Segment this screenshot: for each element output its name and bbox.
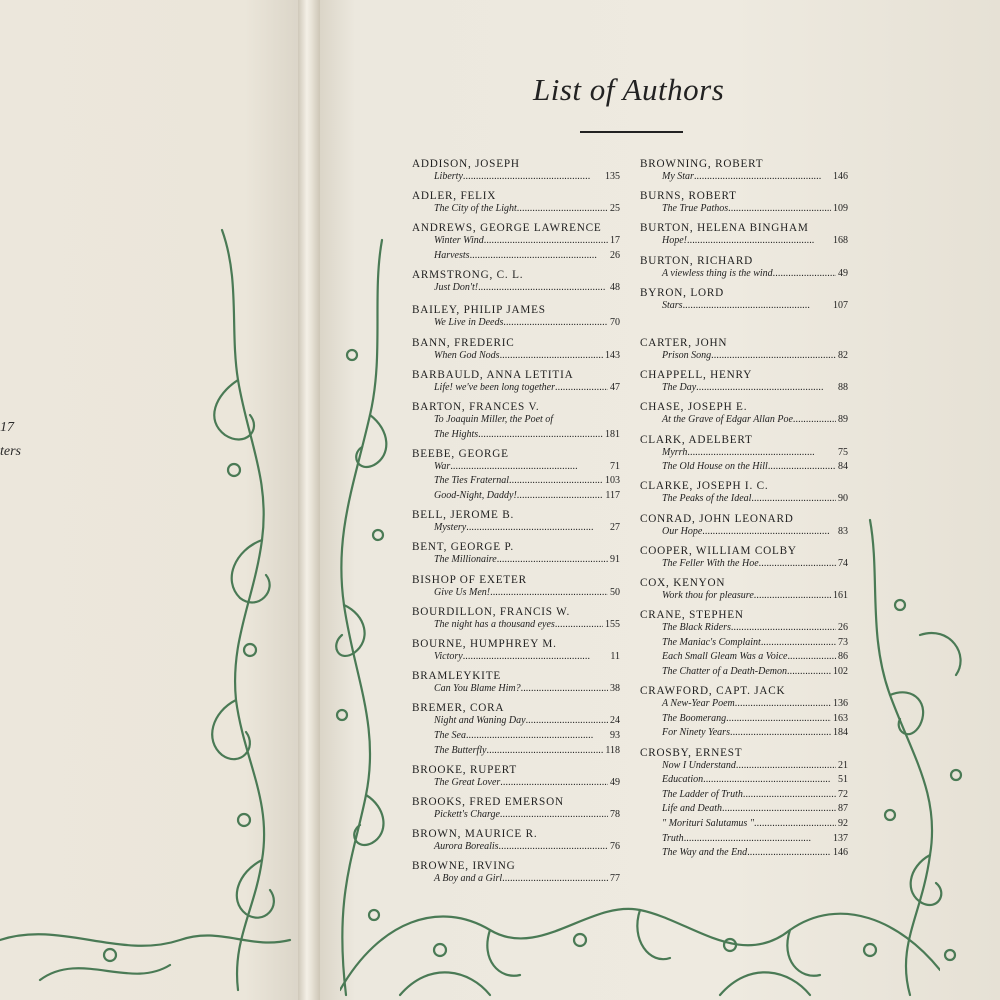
dot-leader (728, 203, 831, 214)
dot-leader (768, 461, 836, 472)
work-title: Night and Waning Day (434, 715, 526, 727)
dot-leader (478, 282, 608, 293)
work-entry (434, 414, 620, 425)
work-title: Life and Death (662, 803, 722, 815)
work-title: " Morituri Salutamus " (662, 818, 755, 829)
author-name: BELL, JEROME B. (412, 509, 515, 522)
dot-leader (466, 522, 608, 533)
dot-leader (722, 803, 836, 814)
dot-leader (735, 698, 831, 709)
dot-leader (754, 818, 836, 829)
work-entry (662, 526, 848, 537)
author-name: COOPER, WILLIAM COLBY (640, 544, 797, 557)
work-title: The Way and the End (662, 847, 748, 859)
dot-leader (730, 727, 831, 738)
dot-leader (694, 171, 831, 182)
dot-leader (517, 490, 604, 501)
work-entry (662, 414, 848, 425)
left-page-vine-ornament (0, 220, 300, 1000)
page-number: 146 (833, 171, 848, 182)
work-title: Good-Night, Daddy! (434, 490, 517, 501)
page-number: 26 (838, 622, 848, 634)
work-title: Can You Blame Him? (434, 683, 521, 695)
page-number: 49 (610, 776, 620, 788)
author-name: BROOKS, FRED EMERSON (412, 796, 564, 808)
author-name: BURTON, RICHARD (640, 254, 754, 267)
page-number: 25 (610, 203, 620, 215)
dot-leader (754, 590, 831, 601)
author-name: BAILEY, PHILIP JAMES (412, 304, 546, 317)
work-title: A Boy and a Girl (434, 873, 503, 885)
work-entry (662, 666, 848, 677)
page-number: 74 (838, 557, 848, 569)
work-entry (662, 803, 848, 814)
work-entry (434, 651, 620, 662)
author-name: CLARKE, JOSEPH I. C. (640, 480, 769, 493)
author-name: CLARK, ADELBERT (640, 433, 753, 446)
page-number: 26 (610, 250, 620, 261)
work-entry (662, 235, 848, 246)
work-title: The Boomerang (662, 712, 727, 724)
dot-leader (526, 715, 608, 726)
dot-leader (683, 300, 831, 311)
work-title: Life! we've been long together (434, 381, 555, 393)
work-entry (434, 745, 620, 756)
work-title: Hope! (662, 235, 687, 247)
page-number: 24 (610, 715, 620, 727)
work-entry (662, 651, 848, 662)
page-number: 87 (838, 803, 848, 815)
dot-leader (487, 745, 604, 756)
dot-leader (463, 651, 609, 662)
author-name: BARBAULD, ANNA LETITIA (412, 368, 574, 381)
author-name: BROWN, MAURICE R. (412, 828, 538, 841)
work-entry (662, 171, 848, 182)
work-entry (662, 493, 848, 504)
work-title: Pickett's Charge (434, 809, 500, 820)
work-title: When God Nods (434, 349, 500, 361)
work-entry (434, 382, 620, 393)
page-number: 84 (838, 461, 848, 473)
dot-leader (500, 809, 608, 820)
author-name: BREMER, CORA (412, 702, 505, 715)
page-title: List of Authors (533, 72, 725, 107)
page-number: 143 (605, 349, 620, 361)
dot-leader (555, 382, 608, 393)
page-number: 88 (838, 382, 848, 394)
dot-leader (703, 774, 836, 785)
work-entry (662, 698, 848, 709)
work-entry (662, 774, 848, 785)
author-name: BANN, FREDERIC (412, 336, 515, 349)
author-name: BROWNING, ROBERT (640, 158, 764, 170)
work-title: The night has a thousand eyes (434, 618, 555, 630)
work-title: The Millionaire (434, 554, 497, 566)
dot-leader (497, 554, 608, 565)
work-entry (434, 715, 620, 726)
page-number: 78 (610, 809, 620, 820)
work-title: Winter Wind (434, 235, 484, 247)
dot-leader (696, 382, 836, 393)
author-name: BENT, GEORGE P. (412, 541, 514, 554)
work-entry (662, 713, 848, 724)
page-number: 109 (833, 203, 848, 215)
page-number: 117 (605, 490, 620, 501)
dot-leader (450, 461, 608, 472)
author-name: CHAPPELL, HENRY (640, 369, 753, 382)
work-entry (434, 841, 620, 852)
page-number: 50 (610, 586, 620, 598)
work-title: The Chatter of a Death-Demon (662, 666, 787, 677)
work-entry (662, 760, 848, 771)
page-number: 92 (838, 818, 848, 829)
page-number: 71 (610, 460, 620, 472)
work-title: The Ties Fraternal (434, 475, 510, 487)
dot-leader (793, 414, 836, 425)
work-title: The Hights (434, 428, 479, 440)
page-number: 136 (833, 698, 848, 710)
page-number: 11 (610, 651, 620, 662)
work-entry (434, 282, 620, 293)
page-number: 38 (610, 683, 620, 695)
dot-leader (555, 619, 603, 630)
page-number: 163 (833, 712, 848, 724)
page-number: 51 (838, 774, 848, 786)
work-title: Mystery (434, 522, 467, 534)
dot-leader (500, 777, 608, 788)
work-title: Now I Understand (662, 759, 736, 771)
work-entry (434, 235, 620, 246)
page-number: 168 (833, 235, 848, 247)
work-entry (434, 461, 620, 472)
work-title: Just Don't! (434, 282, 479, 294)
work-entry (434, 873, 620, 884)
work-title: The Peaks of the Ideal (662, 493, 752, 505)
dot-leader (484, 235, 608, 246)
work-title: Education (662, 774, 704, 786)
work-entry (662, 818, 848, 829)
work-entry (662, 590, 848, 601)
work-entry (434, 554, 620, 565)
author-name: ARMSTRONG, C. L. (412, 269, 524, 282)
work-entry (662, 637, 848, 648)
dot-leader (466, 730, 608, 741)
page-number: 91 (610, 554, 620, 566)
work-entry (662, 727, 848, 738)
page-number: 137 (833, 832, 848, 844)
page-number: 103 (605, 475, 620, 487)
dot-leader (503, 317, 608, 328)
work-entry (662, 203, 848, 214)
work-entry (434, 522, 620, 533)
dot-leader (702, 526, 836, 537)
dot-leader (759, 558, 836, 569)
dot-leader (711, 350, 836, 361)
dot-leader (509, 475, 603, 486)
page-number: 181 (605, 428, 620, 440)
page-number: 82 (838, 350, 848, 361)
dot-leader (687, 235, 831, 246)
work-title: The Ladder of Truth (662, 788, 743, 800)
work-title: Work thou for pleasure (662, 590, 754, 601)
page-number: 49 (838, 267, 848, 279)
work-title: The Feller With the Hoe (662, 557, 759, 569)
dot-leader (502, 873, 608, 884)
author-name: ANDREWS, GEORGE LAWRENCE (412, 222, 602, 235)
left-page-fragment: ters (0, 444, 21, 459)
page-number: 93 (610, 730, 620, 741)
bottom-vine-ornament (340, 880, 940, 1000)
author-name: BISHOP OF EXETER (412, 573, 527, 586)
work-entry (662, 268, 848, 279)
work-entry (662, 833, 848, 844)
dot-leader (684, 833, 831, 844)
dot-leader (773, 268, 836, 279)
work-entry (662, 447, 848, 458)
author-name: BYRON, LORD (640, 286, 725, 299)
book-gutter (298, 0, 320, 1000)
dot-leader (490, 587, 608, 598)
page-number: 86 (838, 651, 848, 663)
author-name: CHASE, JOSEPH E. (640, 401, 748, 414)
work-entry (662, 622, 848, 633)
dot-leader (726, 713, 831, 724)
work-entry (434, 683, 620, 694)
dot-leader (470, 250, 608, 261)
work-entry (662, 300, 848, 311)
work-entry (434, 809, 620, 820)
dot-leader (761, 637, 836, 648)
page-number: 48 (610, 282, 620, 294)
work-title: For Ninety Years (662, 727, 730, 739)
work-entry (434, 203, 620, 214)
work-entry (434, 777, 620, 788)
work-title: War (434, 460, 451, 472)
work-title: At the Grave of Edgar Allan Poe (662, 414, 793, 426)
dot-leader (736, 760, 836, 771)
page-number: 27 (610, 522, 620, 534)
author-name: BROWNE, IRVING (412, 860, 516, 873)
work-title: The Great Lover (434, 776, 501, 788)
page-number: 83 (838, 525, 848, 537)
page-number: 118 (605, 744, 620, 756)
work-title: Truth (662, 832, 684, 844)
dot-leader (500, 350, 603, 361)
page-number: 102 (833, 666, 848, 677)
page-number: 17 (610, 235, 620, 247)
author-name: BROOKE, RUPERT (412, 763, 518, 776)
author-name: CARTER, JOHN (640, 337, 728, 349)
left-page-fragment: 17 (0, 420, 14, 435)
page-number: 73 (838, 636, 848, 648)
work-entry (434, 171, 620, 182)
work-entry (662, 382, 848, 393)
page-number: 146 (833, 847, 848, 859)
page-number: 75 (838, 446, 848, 458)
work-title: Each Small Gleam Was a Voice (662, 651, 788, 663)
work-title: Myrrh (662, 446, 688, 458)
work-entry (434, 250, 620, 261)
dot-leader (787, 651, 836, 662)
work-entry (662, 789, 848, 800)
dot-leader (521, 683, 608, 694)
author-name: COX, KENYON (640, 577, 726, 589)
author-name: BOURDILLON, FRANCIS W. (412, 605, 571, 618)
work-entry (662, 350, 848, 361)
author-name: CRAWFORD, CAPT. JACK (640, 685, 786, 698)
page-number: 90 (838, 493, 848, 505)
author-name: BRAMLEYKITE (412, 670, 501, 683)
author-name: CRANE, STEPHEN (640, 609, 744, 622)
work-title: Harvests (434, 250, 470, 261)
work-title: A viewless thing is the wind (662, 267, 773, 279)
work-title: Stars (662, 299, 683, 311)
work-entry (434, 317, 620, 328)
work-title: A New-Year Poem (662, 698, 735, 710)
page-number: 161 (833, 590, 848, 601)
author-name: BEEBE, GEORGE (412, 447, 509, 460)
author-name: ADLER, FELIX (412, 190, 497, 203)
dot-leader (731, 622, 836, 633)
page-number: 135 (605, 171, 620, 182)
work-entry (434, 619, 620, 630)
work-title: The City of the Light (434, 203, 517, 215)
work-entry (434, 350, 620, 361)
dot-leader (687, 447, 836, 458)
page-number: 89 (838, 414, 848, 426)
work-entry (662, 461, 848, 472)
dot-leader (751, 493, 836, 504)
dot-leader (743, 789, 836, 800)
page-number: 107 (833, 299, 848, 311)
work-title: The Black Riders (662, 622, 731, 634)
work-entry (434, 490, 620, 501)
author-name: ADDISON, JOSEPH (412, 158, 520, 170)
author-name: BOURNE, HUMPHREY M. (412, 638, 557, 650)
author-name: BURTON, HELENA BINGHAM (640, 222, 809, 235)
author-name: BARTON, FRANCES V. (412, 401, 540, 413)
title-rule (580, 131, 683, 133)
work-title: Give Us Men! (434, 586, 491, 598)
work-entry (434, 730, 620, 741)
page-number: 155 (605, 618, 620, 630)
work-title: The True Pathos (662, 203, 729, 215)
author-name: CROSBY, ERNEST (640, 746, 743, 759)
work-title: My Star (662, 171, 694, 182)
dot-leader (463, 171, 603, 182)
author-name: CONRAD, JOHN LEONARD (640, 512, 794, 525)
work-title: The Sea (434, 730, 466, 741)
author-name: BURNS, ROBERT (640, 190, 737, 203)
work-title: To Joaquin Miller, the Poet of (434, 414, 554, 425)
page-number: 70 (610, 317, 620, 329)
work-title: The Butterfly (434, 744, 487, 756)
work-entry (434, 429, 620, 440)
dot-leader (478, 429, 603, 440)
page-number: 77 (610, 873, 620, 885)
page-number: 47 (610, 381, 620, 393)
work-title: Our Hope (662, 525, 703, 537)
work-title: Liberty (434, 171, 463, 182)
work-title: The Maniac's Complaint (662, 636, 761, 648)
dot-leader (499, 841, 608, 852)
work-entry (662, 847, 848, 858)
work-title: We Live in Deeds (434, 317, 504, 329)
work-entry (662, 558, 848, 569)
work-title: Aurora Borealis (434, 841, 499, 853)
page-number: 76 (610, 841, 620, 853)
work-title: The Old House on the Hill (662, 461, 768, 473)
page-number: 72 (838, 788, 848, 800)
work-entry (434, 587, 620, 598)
work-entry (434, 475, 620, 486)
page-number: 184 (833, 727, 848, 739)
work-title: The Day (662, 382, 697, 394)
page-number: 21 (838, 759, 848, 771)
work-title: Victory (434, 651, 463, 662)
dot-leader (747, 847, 831, 858)
dot-leader (787, 666, 831, 677)
work-title: Prison Song (662, 350, 712, 361)
dot-leader (517, 203, 608, 214)
